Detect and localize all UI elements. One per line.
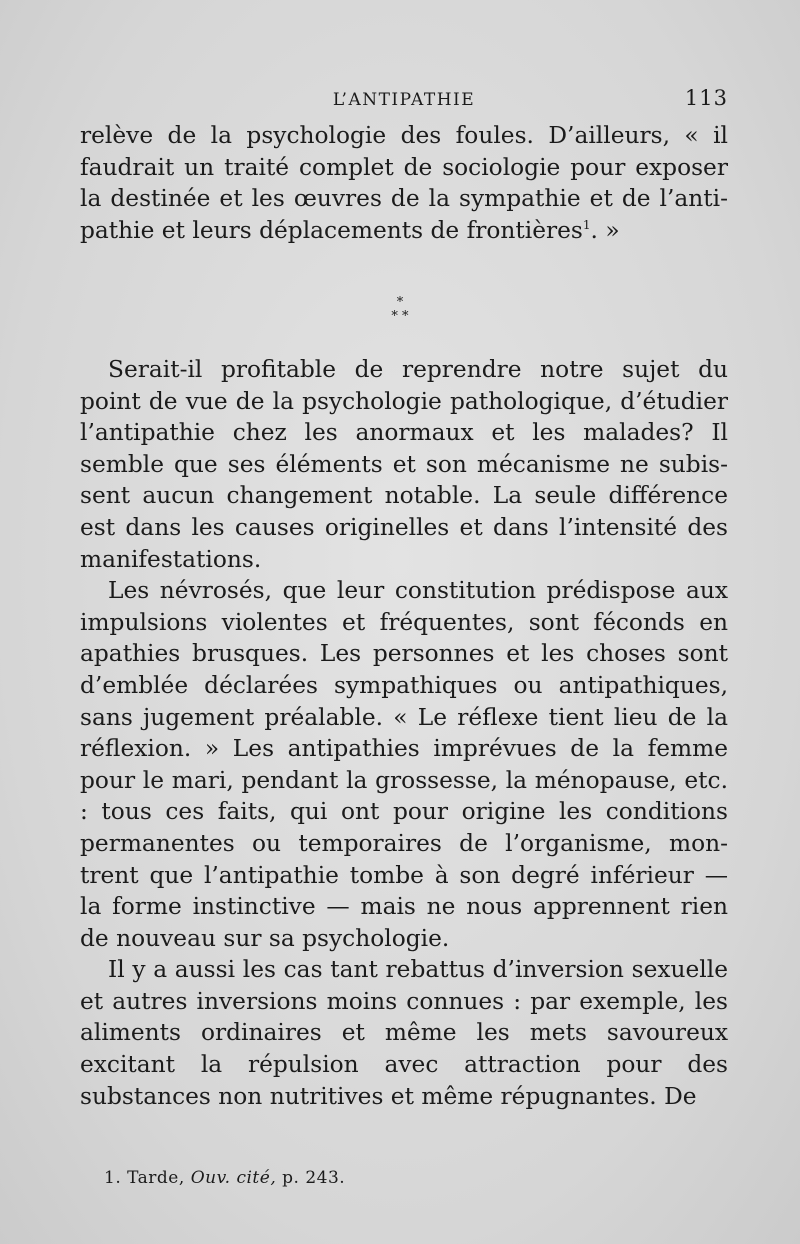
paragraph-pathological-psychology: Serait-il profitable de reprendre notre sujet du point de vue de la psychologie pathologique, d’étudier l’antipathie chez les anormaux et les malades? Il semble que ses éléments et son mécanisme ne subis-sent aucun changement notable. La seule différence est dans les causes originelles et dans l’intensité des manifestations. <box>80 356 728 573</box>
footnote-reference: 1 <box>582 218 591 233</box>
main-section <box>80 354 728 1112</box>
opening-paragraph-block <box>80 120 728 246</box>
footnote <box>104 1168 345 1188</box>
footnote-author: Tarde, <box>127 1168 185 1188</box>
section-break-asterism <box>370 296 430 336</box>
footnote-work: Ouv. cité, <box>190 1168 277 1188</box>
paragraph-neurotics: Les névrosés, que leur constitution prédispose aux impulsions violentes et fréquentes, sont féconds en apathies brusques. Les personnes et les choses sont d’emblée déclarées sympathiques ou antipathiques, sans jugement préalable. « Le réflexe tient lieu de la réflexion. » Les antipathies imprévues de la femme pour le mari, pendant la grossesse, la ménopause, etc. : tous ces faits, qui ont pour origine les conditions permanentes ou temporaires de l’organisme, mon-trent que l’antipathie tombe à son degré inférieur — la forme instinctive — mais ne nous apprennent rien de nouveau sur sa psychologie. <box>80 577 728 952</box>
running-title: L’ANTIPATHIE <box>332 90 476 110</box>
page-number: 113 <box>684 86 728 110</box>
paragraph-inversions: Il y a aussi les cas tant rebattus d’inversion sexuelle et autres inversions moins connues : par exemple, les aliments ordinaires et même les mets savoureux excitant la répulsion avec attraction pour des substances non nutritives et même répugnantes. De <box>80 956 728 1110</box>
footnote-number: 1. <box>104 1168 122 1188</box>
opening-paragraph-end: . » <box>590 216 620 244</box>
page-header <box>80 86 728 116</box>
asterism-top: * <box>396 295 404 310</box>
footnote-page: p. 243. <box>282 1168 346 1188</box>
opening-paragraph <box>80 120 728 246</box>
opening-paragraph-text: relève de la psychologie des foules. D’ailleurs, « il faudrait un traité complet de sociologie pour exposer la destinée et les œuvres de la sympathie et de l’anti-pathie et leurs déplacements de frontières <box>80 122 728 244</box>
asterism-bottom: * * <box>391 309 409 324</box>
